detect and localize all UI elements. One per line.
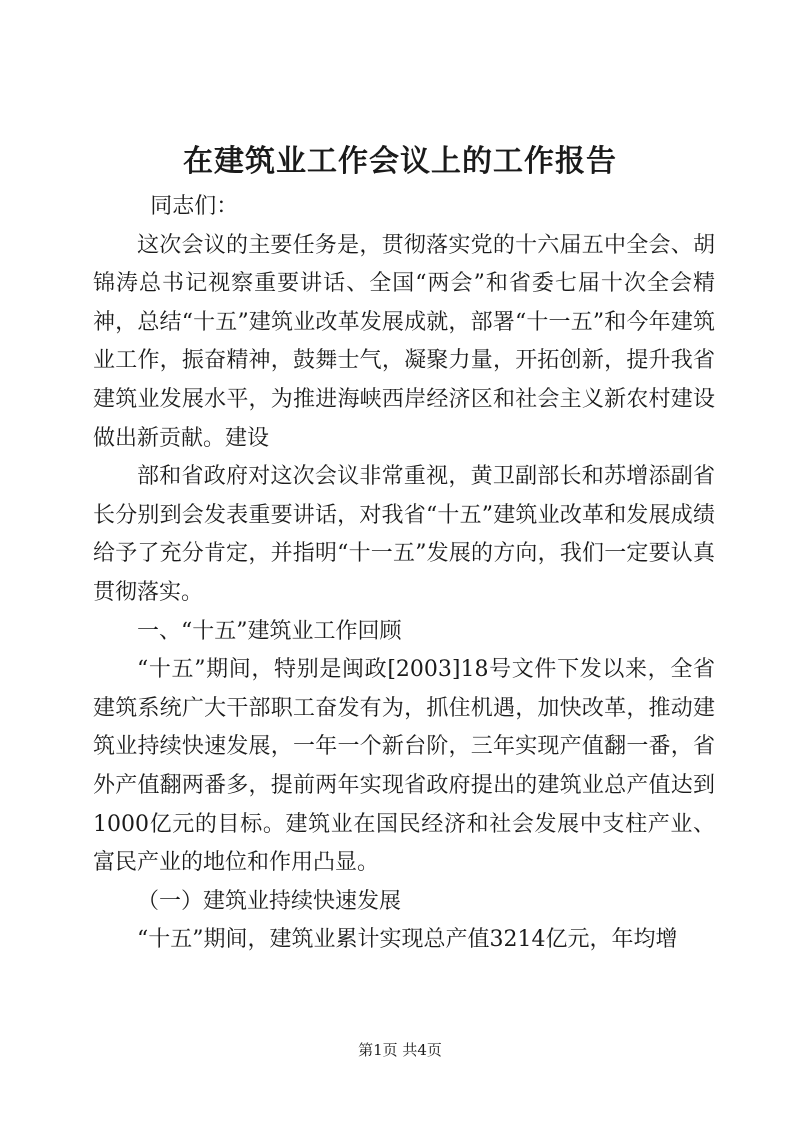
body-paragraph: 部和省政府对这次会议非常重视，黄卫副部长和苏增添副省长分别到会发表重要讲话，对我省“十五”建筑业改革和发展成绩给予了充分肯定，并指明“十一五”发展的方向，我们一定要认真贯彻落实。 [93,464,715,605]
document-title: 在建筑业工作会议上的工作报告 [183,144,617,179]
body-paragraph: 这次会议的主要任务是，贯彻落实党的十六届五中全会、胡锦涛总书记视察重要讲话、全国“两会”和省委七届十次全会精神，总结“十五”建筑业改革发展成就，部署“十一五”和今年建筑业工作，振奋精神，鼓舞士气，凝聚力量，开拓创新，提升我省建筑业发展水平，为推进海峡西岸经济区和社会主义新农村建设做出新贡献。建设 [93,232,715,451]
document-body [93,188,715,960]
subsection-heading: （一）建筑业持续快速发展 [137,888,402,914]
page-footer: 第1页 共4页 [358,1041,442,1059]
salutation-paragraph: 同志们： [150,194,239,219]
body-paragraph: “十五”期间，建筑业累计实现总产值3214亿元，年均增 [137,927,678,953]
section-heading: 一、“十五”建筑业工作回顾 [137,618,402,644]
body-paragraph: “十五”期间，特别是闽政[2003]18号文件下发以来，全省建筑系统广大干部职工奋发有为，抓住机遇，加快改革，推动建筑业持续快速发展，一年一个新台阶，三年实现产值翻一番，省外产值翻两番多，提前两年实现省政府提出的建筑业总产值达到1000亿元的目标。建筑业在国民经济和社会发展中支柱产业、富民产业的地位和作用凸显。 [93,657,715,876]
